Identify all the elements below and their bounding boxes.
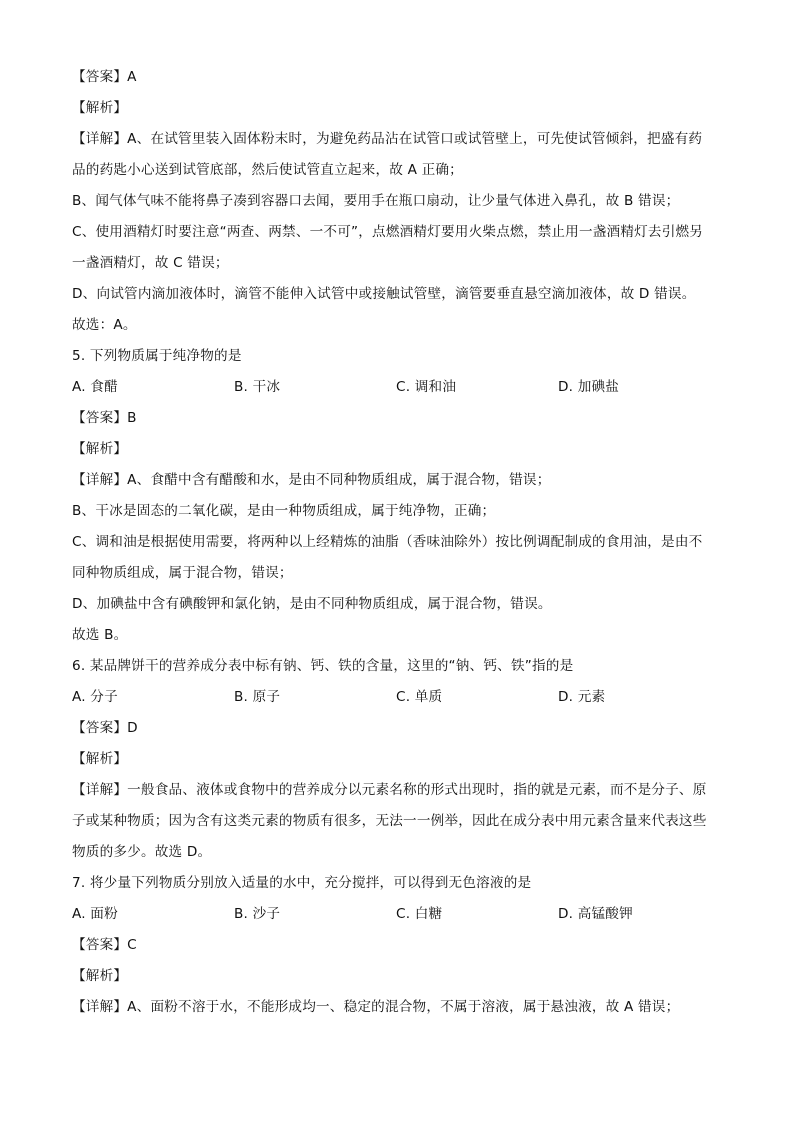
line-text: 【答案】D (72, 720, 138, 736)
line-text: 5. 下列物质属于纯净物的是 (72, 348, 242, 364)
line-text: 一盏酒精灯，故 C 错误； (72, 255, 229, 271)
answer-line (72, 62, 732, 93)
option-item: D. 元素 (558, 689, 606, 705)
line-text: 【解析】 (72, 441, 128, 457)
explanation-line (72, 124, 732, 155)
explanation-line (72, 558, 732, 589)
option-item: A. 食醋 (72, 379, 118, 395)
line-text: B、闻气体气味不能将鼻子凑到容器口去闻，要用手在瓶口扇动，让少量气体进入鼻孔，故 B 错误； (72, 193, 680, 209)
line-text: C、使用酒精灯时要注意“两查、两禁、一不可”，点燃酒精灯要用火柴点燃，禁止用一盏酒精灯去引燃另 (72, 224, 704, 240)
answer-line (72, 403, 732, 434)
line-text: 【答案】A (72, 69, 137, 85)
option-item: D. 高锰酸钾 (558, 906, 633, 922)
answer-line (72, 713, 732, 744)
explanation-line (72, 217, 732, 248)
line-text: 【解析】 (72, 968, 128, 984)
analysis-heading (72, 744, 732, 775)
analysis-heading (72, 434, 732, 465)
explanation-line (72, 527, 732, 558)
explanation-line (72, 279, 732, 310)
option-item: A. 分子 (72, 689, 118, 705)
line-text: 物质的多少。故选 D。 (72, 844, 212, 860)
explanation-line (72, 775, 732, 806)
explanation-line (72, 992, 732, 1023)
line-text: 【详解】一般食品、液体或食物中的营养成分以元素名称的形式出现时，指的就是元素，而不是分子、原 (72, 782, 707, 798)
answer-options (72, 372, 732, 403)
line-text: D、向试管内滴加液体时，滴管不能伸入试管中或接触试管壁，滴管要垂直悬空滴加液体，故 D 错误。 (72, 286, 696, 302)
explanation-line (72, 496, 732, 527)
line-text: 故选 B。 (72, 627, 128, 643)
explanation-line (72, 806, 732, 837)
explanation-line (72, 248, 732, 279)
option-item: D. 加碘盐 (558, 379, 620, 395)
option-item: B. 原子 (234, 689, 281, 705)
explanation-line (72, 465, 732, 496)
explanation-line (72, 589, 732, 620)
question-stem (72, 651, 732, 682)
line-text: 【解析】 (72, 100, 128, 116)
option-item: B. 沙子 (234, 906, 281, 922)
analysis-heading (72, 961, 732, 992)
line-text: 【解析】 (72, 751, 128, 767)
option-item: C. 调和油 (396, 379, 457, 395)
line-text: B、干冰是固态的二氧化碳，是由一种物质组成，属于纯净物，正确； (72, 503, 496, 519)
answer-options (72, 682, 732, 713)
explanation-line (72, 155, 732, 186)
question-stem (72, 868, 732, 899)
line-text: 【详解】A、面粉不溶于水，不能形成均一、稳定的混合物，不属于溶液，属于悬浊液，故 A 错误； (72, 999, 680, 1015)
option-item: B. 干冰 (234, 379, 281, 395)
line-text: 【详解】A、食醋中含有醋酸和水，是由不同种物质组成，属于混合物，错误； (72, 472, 551, 488)
option-item: C. 白糖 (396, 906, 443, 922)
line-text: 品的药匙小心送到试管底部，然后使试管直立起来，故 A 正确； (72, 162, 463, 178)
line-text: 6. 某品牌饼干的营养成分表中标有钠、钙、铁的含量，这里的“钠、钙、铁”指的是 (72, 658, 574, 674)
line-text: 【详解】A、在试管里装入固体粉末时，为避免药品沾在试管口或试管壁上，可先使试管倾斜，把盛有药 (72, 131, 703, 147)
line-text: D、加碘盐中含有碘酸钾和氯化钠，是由不同种物质组成，属于混合物，错误。 (72, 596, 552, 612)
answer-options (72, 899, 732, 930)
answer-line (72, 930, 732, 961)
explanation-line (72, 837, 732, 868)
analysis-heading (72, 93, 732, 124)
line-text: C、调和油是根据使用需要，将两种以上经精炼的油脂（香味油除外）按比例调配制成的食用油，是由不 (72, 534, 703, 550)
question-stem (72, 341, 732, 372)
line-text: 【答案】C (72, 937, 137, 953)
option-item: C. 单质 (396, 689, 443, 705)
line-text: 同种物质组成，属于混合物，错误； (72, 565, 293, 581)
explanation-line (72, 186, 732, 217)
explanation-line (72, 620, 732, 651)
document-page (72, 62, 732, 1023)
line-text: 子或某种物质；因为含有这类元素的物质有很多，无法一一例举，因此在成分表中用元素含量来代表这些 (72, 813, 707, 829)
option-item: A. 面粉 (72, 906, 118, 922)
explanation-line (72, 310, 732, 341)
line-text: 7. 将少量下列物质分别放入适量的水中，充分搅拌，可以得到无色溶液的是 (72, 875, 532, 891)
line-text: 故选：A。 (72, 317, 137, 333)
line-text: 【答案】B (72, 410, 137, 426)
